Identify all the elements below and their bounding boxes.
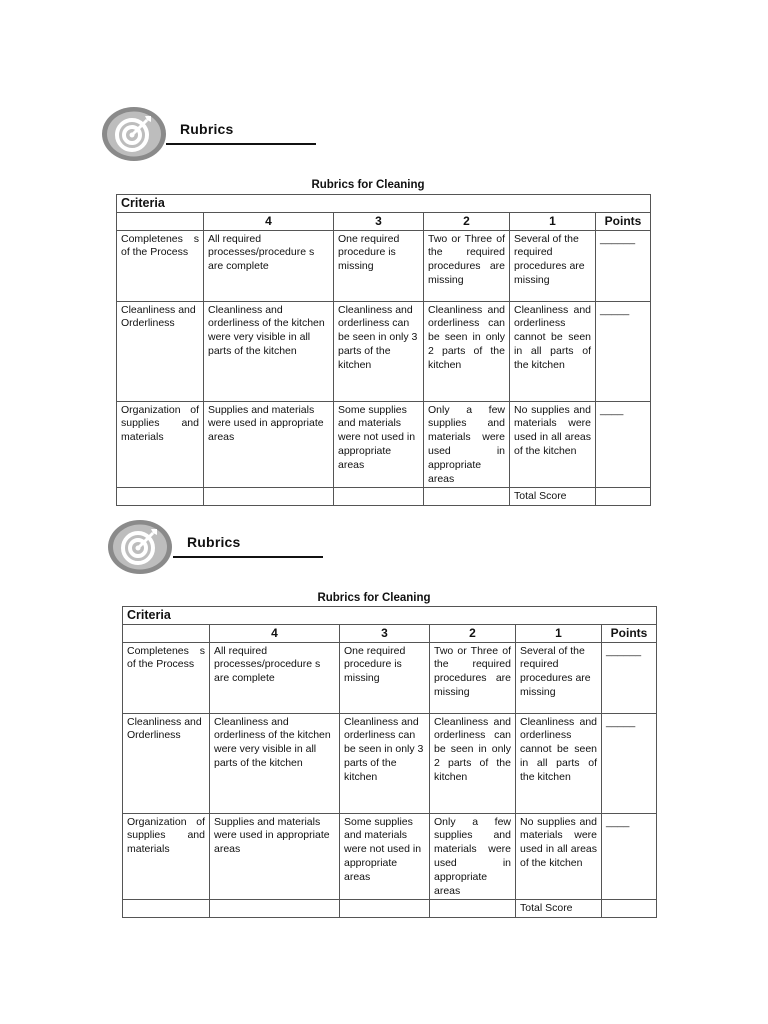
level-1-cell: Several of the required procedures are missing	[516, 642, 602, 713]
level-2-cell: Cleanliness and orderliness can be seen in only 2 parts of the kitchen	[424, 301, 510, 401]
blank-cell	[204, 488, 334, 506]
total-score-label: Total Score	[516, 900, 602, 918]
level-1-cell: Cleanliness and orderliness cannot be seen in all parts of the kitchen	[510, 301, 596, 401]
level-3-header: 3	[334, 212, 424, 230]
blank-cell	[430, 900, 516, 918]
rubric-table	[122, 606, 657, 918]
blank-cell	[424, 488, 510, 506]
level-3-cell: Some supplies and materials were not used in appropriate areas	[334, 401, 424, 488]
criteria-header: Criteria	[117, 195, 651, 213]
level-3-cell: One required procedure is missing	[340, 642, 430, 713]
level-3-cell: Cleanliness and orderliness can be seen in only 3 parts of the kitchen	[334, 301, 424, 401]
level-2-header: 2	[424, 212, 510, 230]
table-title: Rubrics for Cleaning	[317, 592, 431, 604]
header-blank-cell	[117, 212, 204, 230]
level-4-header: 4	[204, 212, 334, 230]
total-row	[117, 488, 651, 506]
blank-cell	[123, 900, 210, 918]
level-1-header: 1	[516, 624, 602, 642]
level-2-cell: Cleanliness and orderliness can be seen in only 2 parts of the kitchen	[430, 713, 516, 813]
heading-underline	[173, 556, 323, 558]
level-4-header: 4	[210, 624, 340, 642]
level-3-header: 3	[340, 624, 430, 642]
points-blank: _____	[602, 713, 657, 813]
level-1-cell: Cleanliness and orderliness cannot be seen in all parts of the kitchen	[516, 713, 602, 813]
blank-cell	[602, 900, 657, 918]
header-blank-cell	[123, 624, 210, 642]
level-3-cell: Cleanliness and orderliness can be seen in only 3 parts of the kitchen	[340, 713, 430, 813]
blank-cell	[596, 488, 651, 506]
rubric-table	[116, 194, 651, 506]
table-title: Rubrics for Cleaning	[311, 179, 425, 191]
target-badge-icon	[101, 106, 167, 162]
criterion-cell: Completenes s of the Process	[123, 642, 210, 713]
blank-cell	[210, 900, 340, 918]
table-row	[123, 642, 657, 713]
level-2-cell: Two or Three of the required procedures are missing	[430, 642, 516, 713]
heading-underline	[166, 143, 316, 145]
level-1-cell: Several of the required procedures are missing	[510, 230, 596, 301]
criterion-cell: Cleanliness and Orderliness	[123, 713, 210, 813]
level-4-cell: Cleanliness and orderliness of the kitchen were very visible in all parts of the kitchen	[204, 301, 334, 401]
points-header: Points	[596, 212, 651, 230]
table-row	[123, 713, 657, 813]
section-heading: Rubrics	[180, 121, 234, 137]
criterion-cell: Organization of supplies and materials	[123, 813, 210, 900]
table-row	[117, 401, 651, 488]
points-header: Points	[602, 624, 657, 642]
points-blank: ____	[602, 813, 657, 900]
target-badge-icon	[107, 519, 173, 575]
level-2-cell: Only a few supplies and materials were used in appropriate areas	[424, 401, 510, 488]
points-blank: ______	[596, 230, 651, 301]
blank-cell	[340, 900, 430, 918]
section-heading: Rubrics	[187, 534, 241, 550]
level-4-cell: Supplies and materials were used in appropriate areas	[210, 813, 340, 900]
blank-cell	[334, 488, 424, 506]
total-row	[123, 900, 657, 918]
points-blank: ____	[596, 401, 651, 488]
points-blank: _____	[596, 301, 651, 401]
level-3-cell: One required procedure is missing	[334, 230, 424, 301]
criterion-cell: Completenes s of the Process	[117, 230, 204, 301]
table-row	[117, 230, 651, 301]
level-1-cell: No supplies and materials were used in all areas of the kitchen	[516, 813, 602, 900]
level-4-cell: Cleanliness and orderliness of the kitchen were very visible in all parts of the kitchen	[210, 713, 340, 813]
level-4-cell: Supplies and materials were used in appropriate areas	[204, 401, 334, 488]
table-row	[117, 301, 651, 401]
criteria-header: Criteria	[123, 607, 657, 625]
points-blank: ______	[602, 642, 657, 713]
level-2-cell: Only a few supplies and materials were used in appropriate areas	[430, 813, 516, 900]
level-2-cell: Two or Three of the required procedures are missing	[424, 230, 510, 301]
blank-cell	[117, 488, 204, 506]
level-3-cell: Some supplies and materials were not used in appropriate areas	[340, 813, 430, 900]
level-2-header: 2	[430, 624, 516, 642]
criterion-cell: Cleanliness and Orderliness	[117, 301, 204, 401]
level-4-cell: All required processes/procedure s are complete	[204, 230, 334, 301]
table-row	[123, 813, 657, 900]
total-score-label: Total Score	[510, 488, 596, 506]
criterion-cell: Organization of supplies and materials	[117, 401, 204, 488]
level-1-header: 1	[510, 212, 596, 230]
level-1-cell: No supplies and materials were used in all areas of the kitchen	[510, 401, 596, 488]
level-4-cell: All required processes/procedure s are complete	[210, 642, 340, 713]
